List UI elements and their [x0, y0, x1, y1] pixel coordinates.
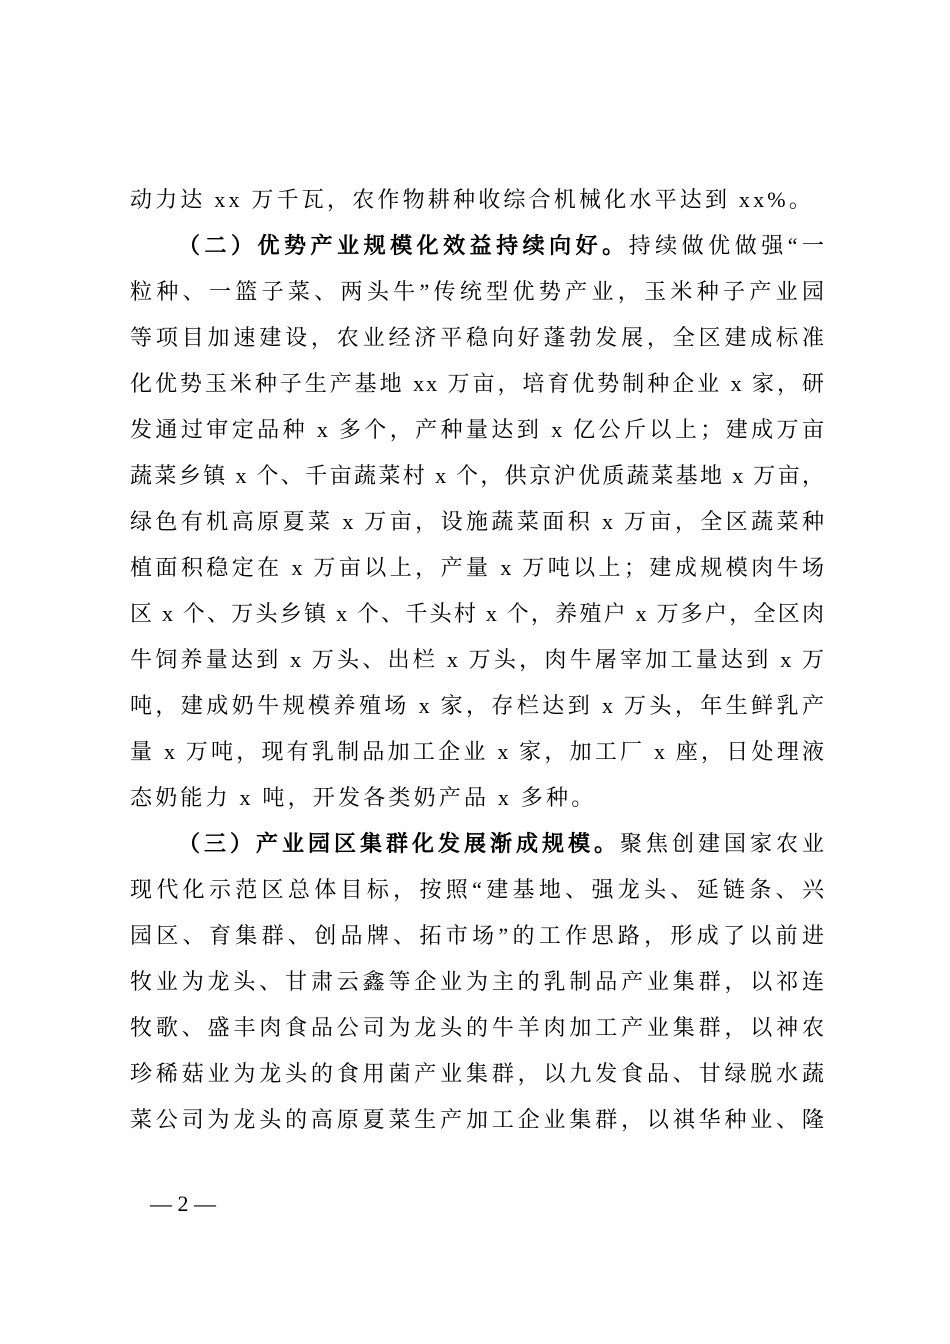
- body-text-line: 牧歌、盛丰肉食品公司为龙头的牛羊肉加工产业集群，以神农: [130, 1015, 826, 1040]
- body-text-line: 牛饲养量达到 x 万头、出栏 x 万头，肉牛屠宰加工量达到 x 万: [130, 647, 826, 672]
- paragraph-continuation: [130, 177, 826, 223]
- body-text-line: 植面积稳定在 x 万亩以上，产量 x 万吨以上；建成规模肉牛场: [130, 555, 826, 580]
- body-text-segment: 聚焦创建国家农业: [619, 831, 826, 856]
- body-text-line: 蔬菜乡镇 x 个、千亩蔬菜村 x 个，供京沪优质蔬菜基地 x 万亩，: [130, 463, 826, 488]
- body-text-line: 化优势玉米种子生产基地 xx 万亩，培育优势制种企业 x 家，研: [130, 371, 826, 396]
- body-text-line: 动力达 xx 万千瓦，农作物耕种收综合机械化水平达到 xx%。: [130, 187, 815, 212]
- body-text-line: 态奶能力 x 吨，开发各类奶产品 x 多种。: [130, 785, 597, 810]
- document-body: [130, 177, 826, 1143]
- body-text-line: 吨，建成奶牛规模养殖场 x 家，存栏达到 x 万头，年生鲜乳产: [130, 693, 826, 718]
- body-text-line: 园区、育集群、创品牌、拓市场”的工作思路，形成了以前进: [130, 923, 826, 948]
- body-text-segment: 持续做优做强“一: [628, 233, 826, 258]
- section-first-line: [130, 223, 826, 269]
- body-text-line: 粒种、一篮子菜、两头牛”传统型优势产业，玉米种子产业园: [130, 279, 826, 304]
- body-text-line: 区 x 个、万头乡镇 x 个、千头村 x 个，养殖户 x 万多户，全区肉: [130, 601, 826, 626]
- page-number: — 2 —: [150, 1191, 216, 1216]
- section-first-line: [130, 821, 826, 867]
- paragraph-section-3: [130, 821, 826, 1143]
- section-heading: （三）产业园区集群化发展渐成规模。: [178, 831, 620, 856]
- body-text-line: 等项目加速建设，农业经济平稳向好蓬勃发展，全区建成标准: [130, 325, 826, 350]
- paragraph-section-2: [130, 223, 826, 821]
- body-text-line: 菜公司为龙头的高原夏菜生产加工企业集群，以祺华种业、隆: [130, 1107, 826, 1132]
- body-text-line: 绿色有机高原夏菜 x 万亩，设施蔬菜面积 x 万亩，全区蔬菜种: [130, 509, 826, 534]
- body-text-line: 珍稀菇业为龙头的食用菌产业集群，以九发食品、甘绿脱水蔬: [130, 1061, 826, 1086]
- body-text-line: 现代化示范区总体目标，按照“建基地、强龙头、延链条、兴: [130, 877, 826, 902]
- body-text-line: 发通过审定品种 x 多个，产种量达到 x 亿公斤以上；建成万亩: [130, 417, 826, 442]
- body-text-line: 牧业为龙头、甘肃云鑫等企业为主的乳制品产业集群，以祁连: [130, 969, 826, 994]
- section-heading: （二）优势产业规模化效益持续向好。: [178, 233, 629, 258]
- body-text-line: 量 x 万吨，现有乳制品加工企业 x 家，加工厂 x 座，日处理液: [130, 739, 826, 764]
